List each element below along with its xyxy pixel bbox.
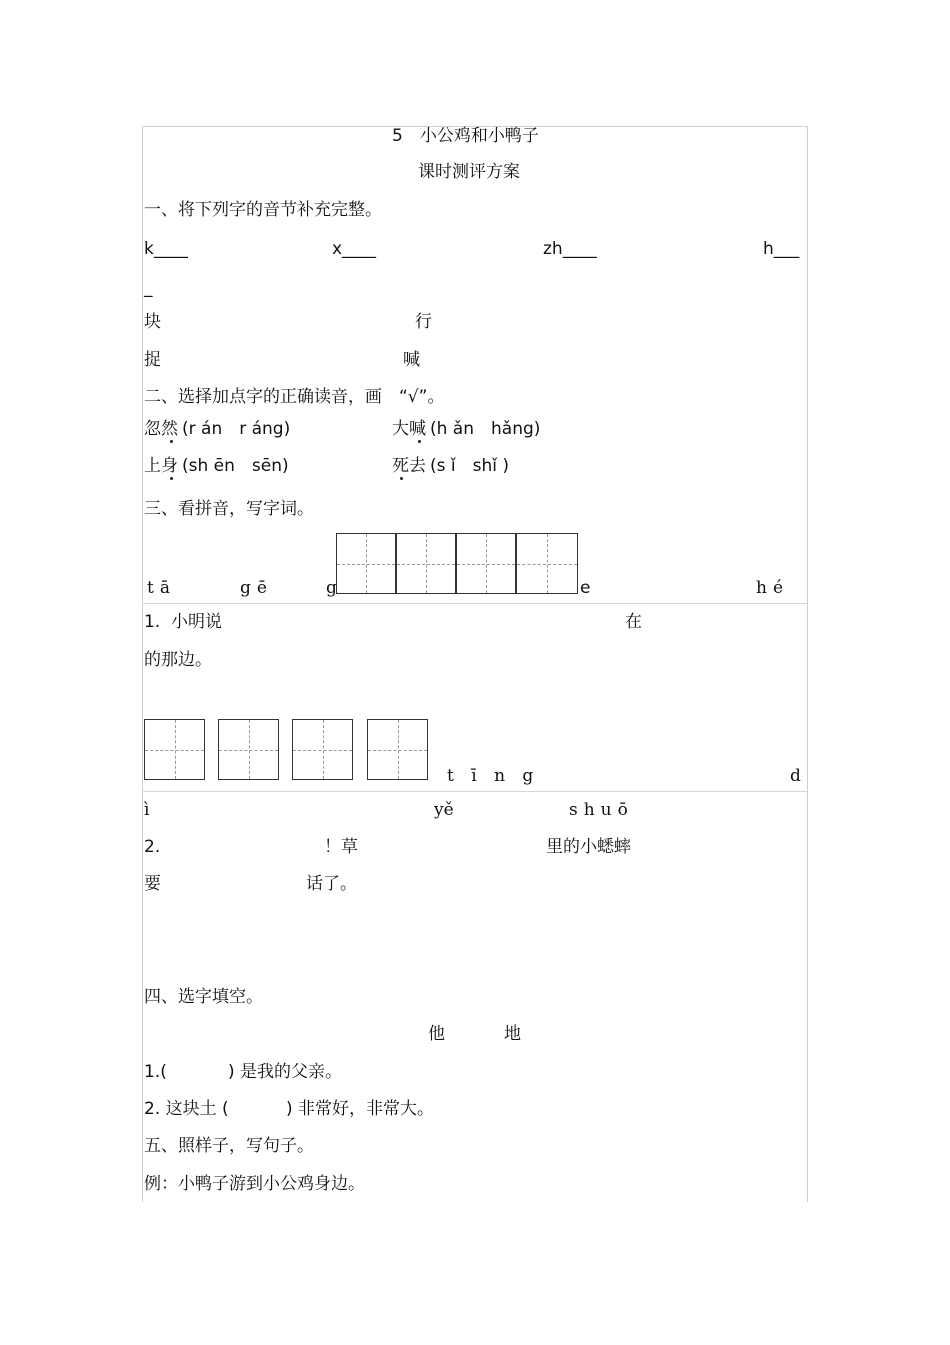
item-options: (r án r áng)	[182, 419, 291, 439]
emphasis-dot	[170, 477, 173, 480]
pinyin: ì	[144, 800, 150, 820]
blank-x: x____	[332, 239, 377, 259]
item-options: (sh ēn sēn)	[182, 456, 289, 476]
writing-grid[interactable]	[292, 719, 353, 780]
divider	[142, 603, 807, 604]
pinyin: e	[580, 578, 591, 598]
char-kuai: 块	[144, 312, 161, 332]
lesson-subtitle: 课时测评方案	[418, 162, 520, 182]
item-word: 大喊	[392, 419, 426, 439]
writing-grid[interactable]	[336, 533, 396, 594]
pinyin: t ī n g	[447, 766, 540, 786]
sentence-text: 里的小蟋蟀	[546, 837, 631, 857]
emphasis-dot	[170, 440, 173, 443]
page-frame	[142, 126, 808, 1202]
choice-word: 地	[504, 1024, 521, 1044]
writing-grid[interactable]	[367, 719, 428, 780]
example-sentence: 例：小鸭子游到小公鸡身边。	[144, 1174, 365, 1194]
pinyin: g	[326, 578, 337, 598]
sentence-text: 话了。	[306, 874, 357, 894]
blank-zh: zh____	[543, 239, 597, 259]
lesson-title: 5 小公鸡和小鸭子	[392, 126, 539, 146]
writing-grid[interactable]	[396, 533, 456, 594]
question-text: 2. 这块土 (	[144, 1099, 229, 1119]
char-han: 喊	[403, 350, 420, 370]
pinyin: d	[790, 766, 801, 786]
emphasis-dot	[400, 477, 403, 480]
item-word: 上身	[144, 456, 178, 476]
sentence-text: 的那边。	[144, 650, 212, 670]
blank-k: k____	[144, 239, 188, 259]
sentence-text: 2.	[144, 837, 161, 857]
blank-h: h___	[763, 239, 800, 259]
section3-heading: 三、看拼音，写字词。	[144, 499, 314, 519]
writing-grid[interactable]	[456, 533, 516, 594]
blank-h-wrap: _	[144, 278, 153, 298]
question-text: ) 是我的父亲。	[228, 1062, 343, 1082]
item-options: (s ǐ shǐ )	[430, 456, 510, 476]
item-word: 死去	[392, 456, 426, 476]
section1-heading: 一、将下列字的音节补充完整。	[144, 200, 382, 220]
item-word: 忽然	[144, 419, 178, 439]
writing-grid[interactable]	[144, 719, 205, 780]
pinyin: hé	[756, 578, 790, 598]
emphasis-dot	[418, 440, 421, 443]
sentence-text: ！草	[324, 837, 358, 857]
question-text: ) 非常好，非常大。	[286, 1099, 435, 1119]
pinyin: tā	[147, 578, 176, 598]
sentence-text: 1. 小明说	[144, 612, 223, 632]
writing-grid[interactable]	[516, 533, 578, 594]
pinyin: gē	[240, 578, 273, 598]
sentence-text: 要	[144, 874, 161, 894]
section4-heading: 四、选字填空。	[144, 987, 263, 1007]
divider	[142, 791, 807, 792]
writing-grid[interactable]	[218, 719, 279, 780]
char-zhuo: 捉	[144, 350, 161, 370]
item-options: (h ǎn hǎng)	[430, 419, 541, 439]
question-text: 1.(	[144, 1062, 167, 1082]
pinyin: shuō	[569, 800, 634, 820]
pinyin: yě	[434, 800, 454, 820]
section5-heading: 五、照样子，写句子。	[144, 1136, 314, 1156]
sentence-text: 在	[625, 612, 642, 632]
choice-word: 他	[428, 1024, 445, 1044]
section2-heading: 二、选择加点字的正确读音，画 “√”。	[144, 387, 445, 407]
char-xing: 行	[415, 312, 432, 332]
